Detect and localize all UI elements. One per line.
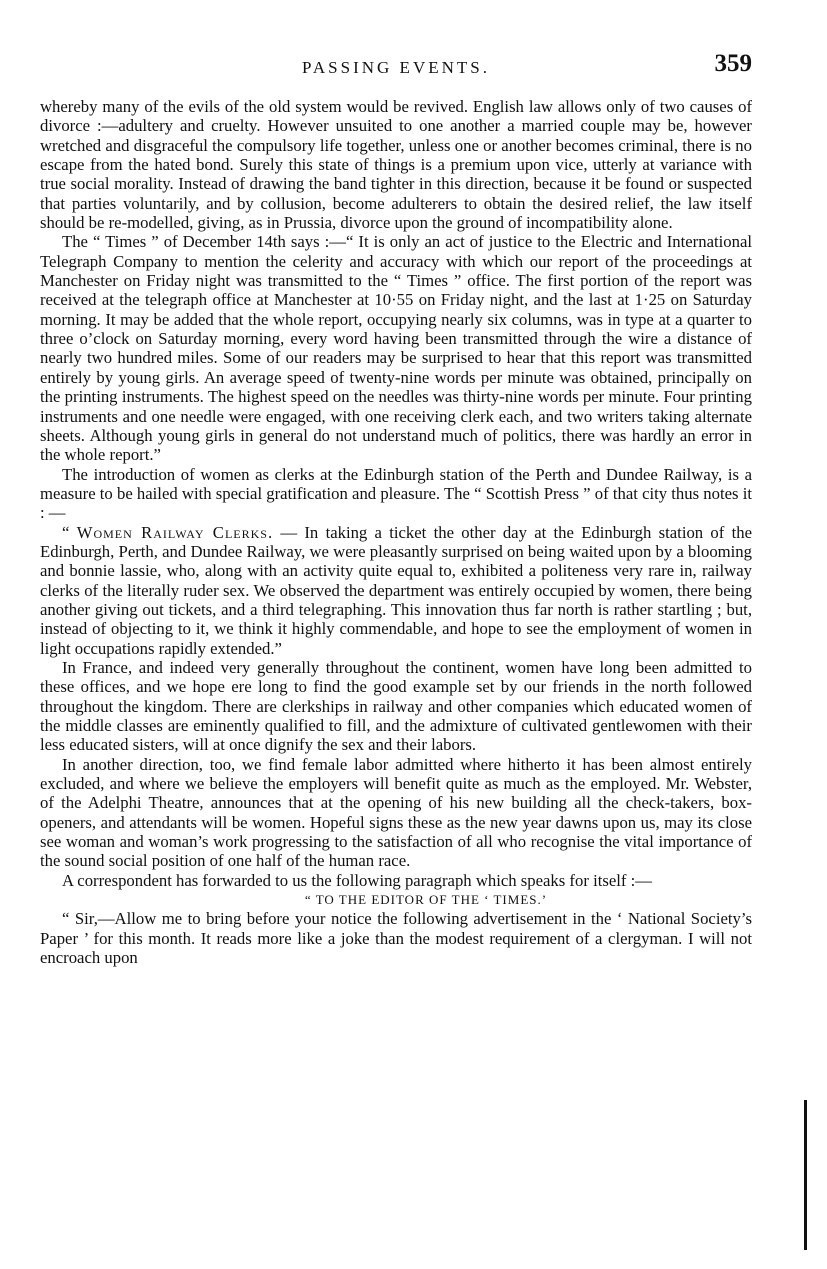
paragraph-correspondent: A correspondent has forwarded to us the following paragraph which speaks for itself :— [62, 870, 652, 890]
margin-rule [804, 1100, 807, 1250]
running-title: PASSING EVENTS. [302, 58, 490, 77]
running-head [40, 50, 752, 84]
paragraph-divorce-law: whereby many of the evils of the old system would be revived. English law allows only of two causes of divorce :—adultery and cruelty. However unsuited to one another a married couple may be, however wretched and disgraceful the compulsory life together, unless one or another becomes criminal, there is no escape from the hated bond. Surely this state of things is a premium upon vice, utterly at variance with true social morality. Instead of drawing the band tighter in this direction, because it be found or suspected that parties voluntarily, and by collusion, become adulterers to obtain the desired relief, the law itself should be re-modelled, giving, as in Prussia, divorce upon the ground of incompatibility alone. [40, 97, 752, 233]
women-railway-clerks-heading: Women Railway Clerks. [76, 522, 274, 542]
paragraph-edinburgh-station: The introduction of women as clerks at the Edinburgh station of the Perth and Dundee Railway, is a measure to be hailed with special gratification and pleasure. The “ Scottish Press ” of that city thus notes it : — [40, 464, 752, 523]
quote-open: “ [62, 522, 77, 542]
paragraph-france: In France, and indeed very generally throughout the continent, women have long been admitted to these offices, and we hope ere long to find the good example set by our friends in the north followed throughout the kingdom. There are clerkships in railway and other companies which educated women of the middle classes are eminently qualified to fill, and the admixture of cultivated gentlewomen with their less educated sisters, will at once dignify the sex and their labors. [40, 657, 752, 755]
women-railway-clerks-text: — In taking a ticket the other day at the Edinburgh station of the Edinburgh, Perth, and Dundee Railway, we were pleasantly surprised on being waited upon by a blooming and bonnie lassie, who, along with an activity quite equal to, exhibited a politeness very rare in, railway clerks of the literally ruder sex. We observed the department was entirely occupied by women, there being another giving out tickets, and a third telegraphing. This innovation thus far north is rather startling ; but, instead of objecting to it, we think it highly commendable, and hope to see the employment of women in light occupations rapidly extended.” [40, 522, 752, 658]
page-number: 359 [714, 50, 752, 77]
paragraph-women-railway-clerks [40, 523, 752, 658]
body-text [40, 97, 752, 1257]
paragraph-letter-body: “ Sir,—Allow me to bring before your notice the following advertisement in the ‘ National Society’s Paper ’ for this month. It reads more like a joke than the modest requirement of a clergyman. I will not encroach upon [40, 909, 752, 968]
paragraph-times-telegraph: The “ Times ” of December 14th says :—“ It is only an act of justice to the Electric and International Telegraph Company to mention the celerity and accuracy with which our report of the proceedings at Manchester on Friday night was transmitted to the “ Times ” office. The first portion of the report was received at the telegraph office at Manchester at 10·55 on Friday night, and the last at 1·25 on Saturday morning. It may be added that the whole report, occupying nearly six columns, was in type at a quarter to three o’clock on Saturday morning, every word having been transmitted through the wire a distance of nearly two hundred miles. Some of our readers may be surprised to hear that this report was transmitted entirely by young girls. An average speed of twenty-nine words per minute was obtained, principally on the printing instruments. The highest speed on the needles was thirty-nine words per minute. Four printing instruments and one needle were engaged, with one receiving clerk each, and two writers taking alternate sheets. Although young girls in general do not understand much of politics, there was hardly an error in the whole report.” [40, 232, 752, 465]
letter-heading: “ TO THE EDITOR OF THE ‘ TIMES.’ [304, 892, 548, 908]
paragraph-female-labor: In another direction, too, we find female labor admitted where hitherto it has been almost entirely excluded, and where we believe the employers will benefit quite as much as the employed. Mr. Webster, of the Adelphi Theatre, announces that at the opening of his new building all the check-takers, box-openers, and attendants will be women. Hopeful signs these as the new year dawns upon us, may its close see woman and woman’s work progressing to the satisfaction of all who recognise the vital importance of the sound social position of one half of the human race. [40, 754, 752, 871]
